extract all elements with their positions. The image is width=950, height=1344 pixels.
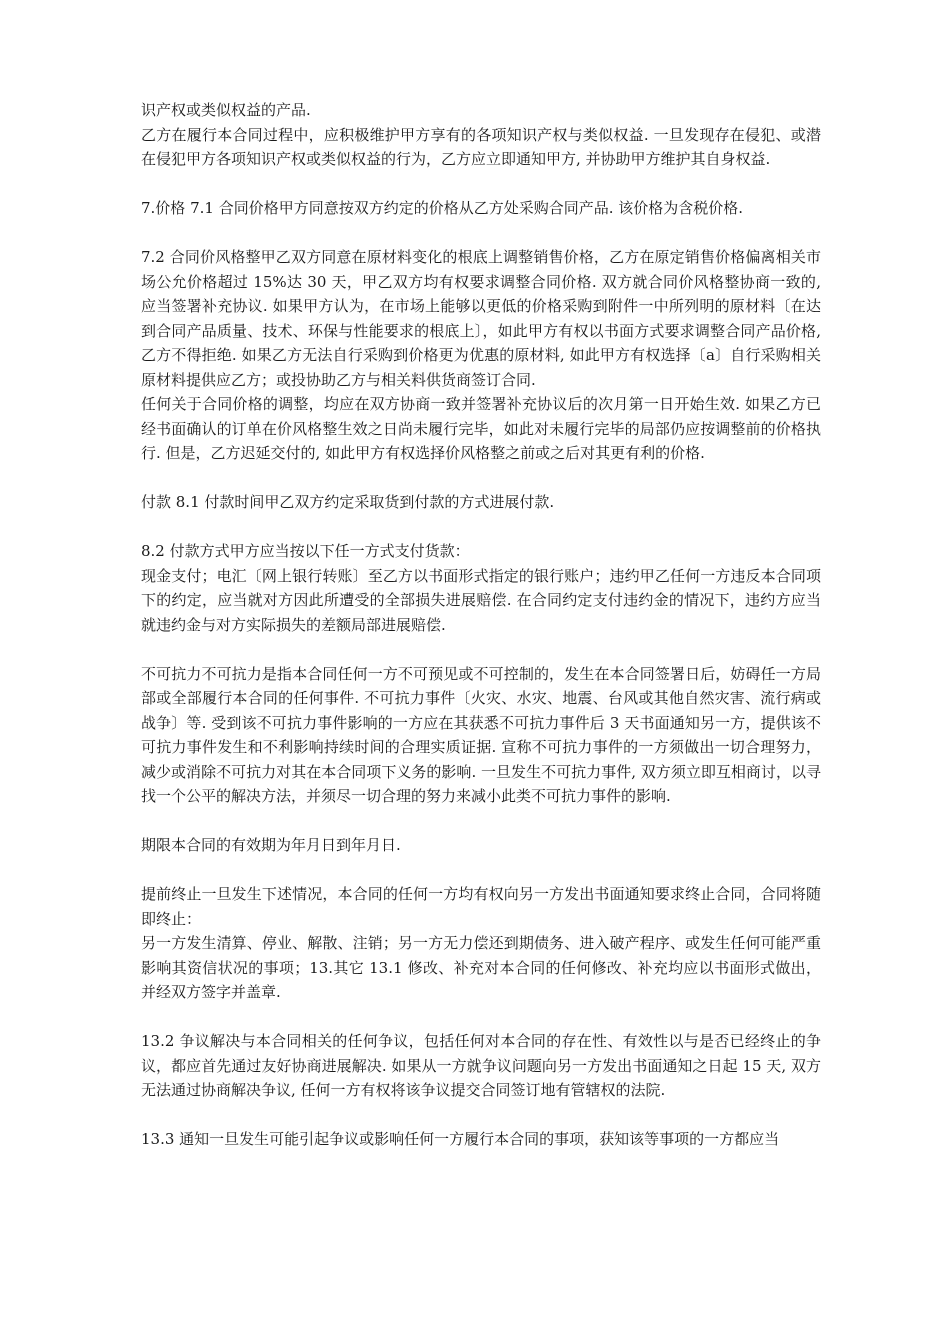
paragraph-spacer — [141, 809, 821, 834]
text-line: 另一方发生清算、停业、解散、注销；另一方无力偿还到期债务、进入破产程序、或发生任何可能严重影响其资信状况的事项；13.其它 13.1 修改、补充对本合同的任何修改、补充均应以书面形式做出，并经双方签字并盖章. — [141, 934, 821, 1001]
text-line: 付款 8.1 付款时间甲乙双方约定采取货到付款的方式进展付款. — [141, 493, 555, 511]
paragraph-spacer — [141, 172, 821, 197]
paragraph-dispute-resolution — [141, 1029, 821, 1103]
paragraph-early-termination — [141, 882, 821, 1005]
paragraph-spacer — [141, 221, 821, 246]
paragraph-notice — [141, 1127, 821, 1152]
document-body — [141, 98, 821, 1152]
text-line: 7.价格 7.1 合同价格甲方同意按双方约定的价格从乙方处采购合同产品. 该价格为含税价格. — [141, 199, 744, 217]
paragraph-spacer — [141, 858, 821, 883]
text-line: 识产权或类似权益的产品. — [141, 101, 311, 119]
paragraph-spacer — [141, 1005, 821, 1030]
paragraph-price-adjustment — [141, 245, 821, 466]
paragraph-term — [141, 833, 821, 858]
text-line: 任何关于合同价格的调整，均应在双方协商一致并签署补充协议后的次月第一日开始生效. 如果乙方已经书面确认的订单在价风格整生效之日尚未履行完毕，如此对未履行完毕的局部仍应按调整前的价格执行. 但是，乙方迟延交付的, 如此甲方有权选择价风格整之前或之后对其更有利的价格. — [141, 395, 821, 462]
paragraph-payment-method — [141, 539, 821, 637]
paragraph-spacer — [141, 1103, 821, 1128]
text-line: 提前终止一旦发生下述情况，本合同的任何一方均有权向另一方发出书面通知要求终止合同，合同将随即终止： — [141, 885, 821, 928]
text-line: 7.2 合同价风格整甲乙双方同意在原材料变化的根底上调整销售价格，乙方在原定销售价格偏离相关市场公允价格超过 15%达 30 天，甲乙双方均有权要求调整合同价格. 双方就合同价风格整协商一致的, 应当签署补充协议. 如果甲方认为，在市场上能够以更低的价格采购到附件一中所列明的原材料〔在达到合同产品质量、技术、环保与性能要求的根底上〕，如此甲方有权以书面方式要求调整合同产品价格, 乙方不得拒绝. 如果乙方无法自行采购到价格更为优惠的原材料, 如此甲方有权选择〔a〕自行采购相关原材料提供应乙方；或投协助乙方与相关料供货商签订合同. — [141, 248, 821, 389]
paragraph-payment-time — [141, 490, 821, 515]
paragraph-price — [141, 196, 821, 221]
text-line: 期限本合同的有效期为年月日到年月日. — [141, 836, 401, 854]
paragraph-force-majeure — [141, 662, 821, 809]
paragraph-ip-rights — [141, 98, 821, 172]
text-line: 13.2 争议解决与本合同相关的任何争议，包括任何对本合同的存在性、有效性以与是否已经终止的争议，都应首先通过友好协商进展解决. 如果从一方就争议问题向另一方发出书面通知之日起 15 天, 双方无法通过协商解决争议, 任何一方有权将该争议提交合同签订地有管辖权的法院. — [141, 1032, 821, 1099]
text-line: 13.3 通知一旦发生可能引起争议或影响任何一方履行本合同的事项，获知该等事项的一方都应当 — [141, 1130, 780, 1148]
text-line: 乙方在履行本合同过程中，应积极维护甲方享有的各项知识产权与类似权益. 一旦发现存在侵犯、或潜在侵犯甲方各项知识产权或类似权益的行为，乙方应立即通知甲方, 并协助甲方维护其自身权益. — [141, 125, 821, 168]
paragraph-spacer — [141, 466, 821, 491]
paragraph-spacer — [141, 637, 821, 662]
text-line: 现金支付；电汇〔网上银行转账〕至乙方以书面形式指定的银行账户；违约甲乙任何一方违反本合同项下的约定，应当就对方因此所遭受的全部损失进展赔偿. 在合同约定支付违约金的情况下，违约方应当就违约金与对方实际损失的差额局部进展赔偿. — [141, 566, 821, 634]
text-line: 8.2 付款方式甲方应当按以下任一方式支付货款： — [141, 542, 470, 560]
text-line: 不可抗力不可抗力是指本合同任何一方不可预见或不可控制的，发生在本合同签署日后，妨碍任一方局部或全部履行本合同的任何事件. 不可抗力事件〔火灾、水灾、地震、台风或其他自然灾害、流行病或战争〕等. 受到该不可抗力事件影响的一方应在其获悉不可抗力事件后 3 天书面通知另一方，提供该不可抗力事件发生和不利影响持续时间的合理实质证据. 宣称不可抗力事件的一方须做出一切合理努力，减少或消除不可抗力对其在本合同项下义务的影响. 一旦发生不可抗力事件, 双方须立即互相商讨，以寻找一个公平的解决方法，并须尽一切合理的努力来减小此类不可抗力事件的影响. — [141, 664, 821, 805]
paragraph-spacer — [141, 515, 821, 540]
